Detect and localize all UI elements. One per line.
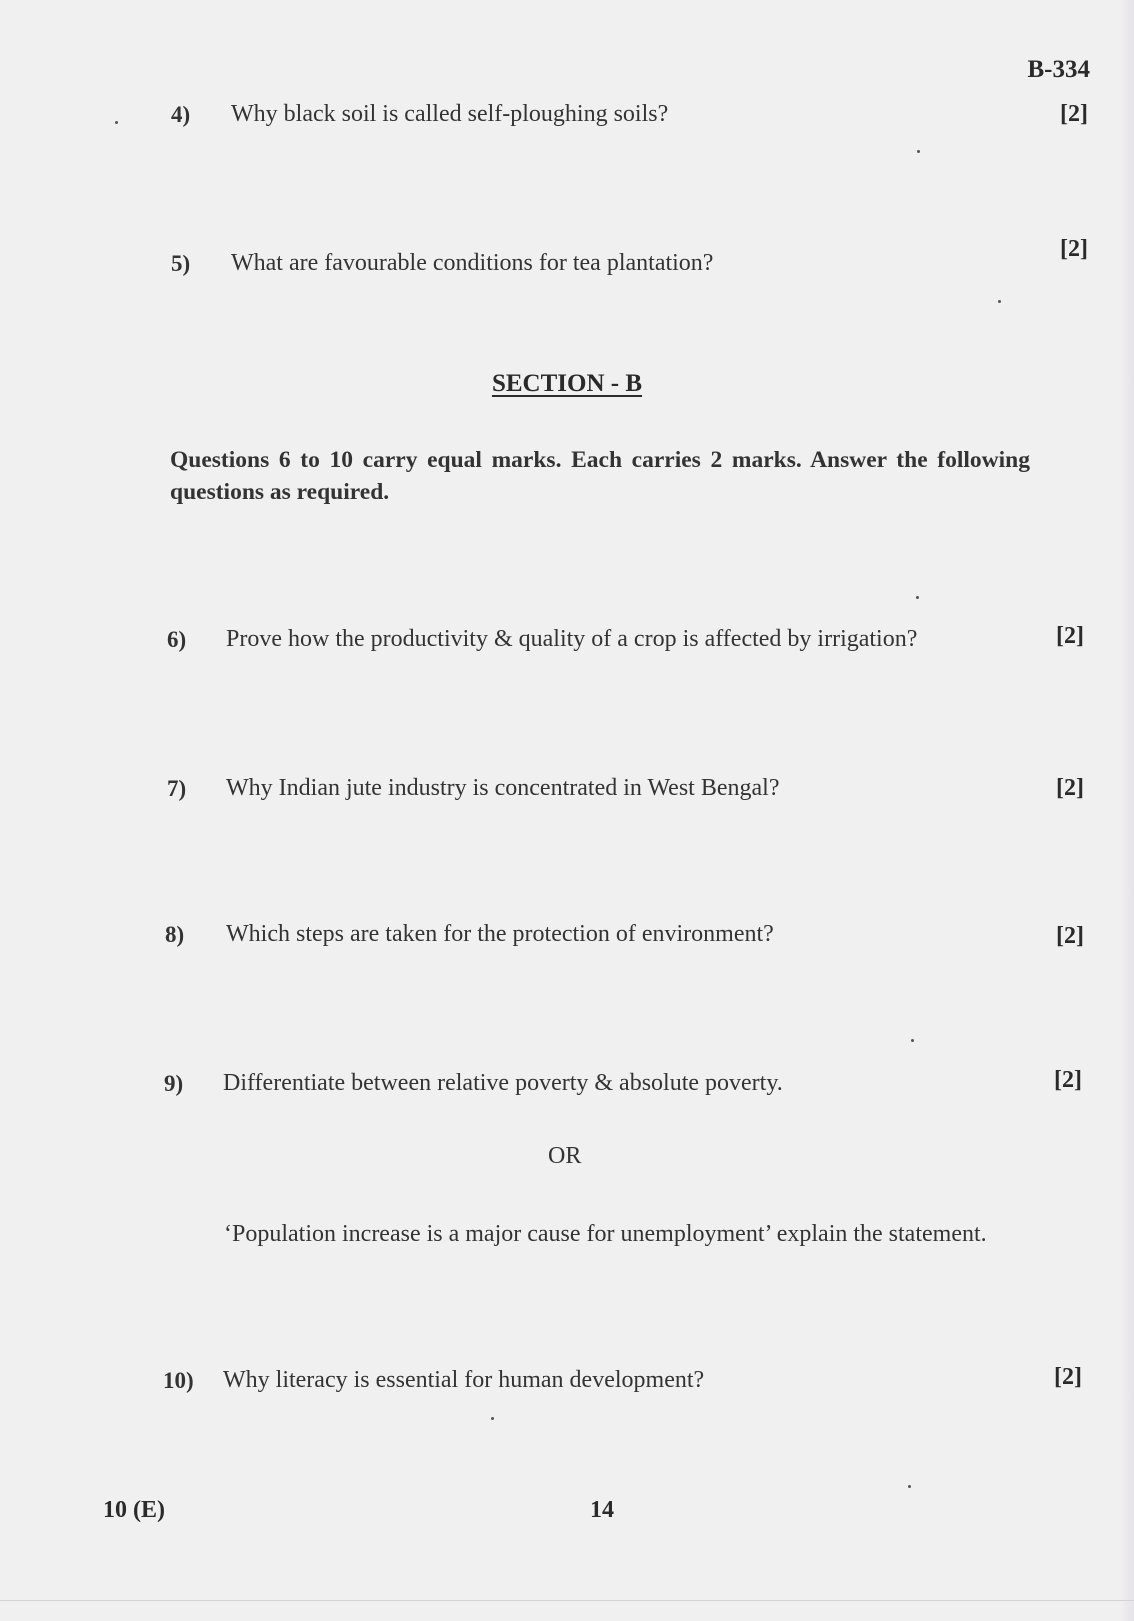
question-text: Why black soil is called self-ploughing soils? xyxy=(231,101,669,127)
scan-speck xyxy=(911,1039,914,1042)
question-marks: [2] xyxy=(1054,1364,1082,1390)
scan-speck xyxy=(998,300,1001,303)
question-marks: [2] xyxy=(1060,236,1088,262)
question-number: 8) xyxy=(165,922,185,947)
page-bottom-edge xyxy=(0,1600,1134,1601)
question-number: 6) xyxy=(167,627,187,652)
alternative-question-text: ‘Population increase is a major cause for unemployment’ explain the statement. xyxy=(224,1221,987,1247)
page-edge-shadow xyxy=(1120,0,1134,1621)
section-instructions: Questions 6 to 10 carry equal marks. Each carries 2 marks. Answer the following questions as required. xyxy=(170,447,1030,505)
question-text: Prove how the productivity & quality of a crop is affected by irrigation? xyxy=(226,626,918,652)
section-title: SECTION - B xyxy=(491,370,643,397)
question-marks: [2] xyxy=(1060,101,1088,127)
question-number: 9) xyxy=(164,1071,184,1096)
scan-speck xyxy=(916,596,919,599)
or-separator: OR xyxy=(548,1143,582,1169)
question-text: Why literacy is essential for human development? xyxy=(223,1367,705,1393)
question-number: 10) xyxy=(163,1368,194,1393)
question-number: 7) xyxy=(167,776,187,801)
scan-speck xyxy=(115,121,118,124)
scan-speck xyxy=(908,1485,911,1488)
question-text: Differentiate between relative poverty & absolute poverty. xyxy=(223,1070,783,1096)
question-marks: [2] xyxy=(1056,623,1084,649)
question-marks: [2] xyxy=(1054,1067,1082,1093)
question-text: Why Indian jute industry is concentrated in West Bengal? xyxy=(226,775,780,801)
question-marks: [2] xyxy=(1056,775,1084,801)
question-text: Which steps are taken for the protection of environment? xyxy=(226,921,774,947)
question-marks: [2] xyxy=(1056,923,1084,949)
scan-speck xyxy=(491,1417,494,1420)
scan-speck xyxy=(917,150,920,153)
question-number: 5) xyxy=(171,251,191,276)
paper-code: B-334 xyxy=(1027,56,1090,83)
page-number: 14 xyxy=(590,1497,614,1523)
footer-class-code: 10 (E) xyxy=(103,1497,165,1523)
question-text: What are favourable conditions for tea plantation? xyxy=(231,250,714,276)
question-number: 4) xyxy=(171,102,191,127)
